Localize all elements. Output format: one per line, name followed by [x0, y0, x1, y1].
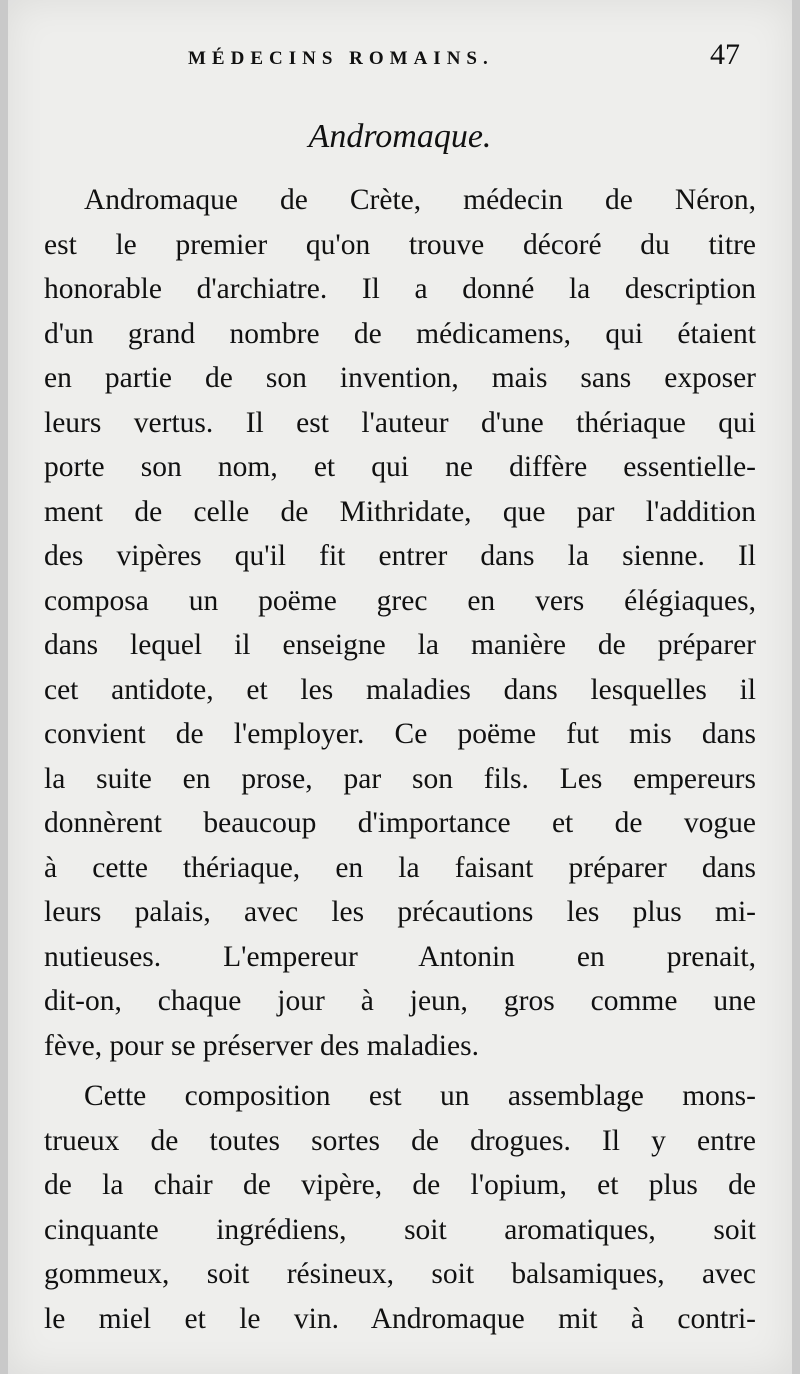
- text-line: honorable d'archiatre. Il a donné la description: [44, 273, 756, 305]
- text-line: Cette composition est un assemblage mons-: [84, 1080, 756, 1112]
- text-line: est le premier qu'on trouve décoré du titre: [44, 228, 756, 261]
- text-line: fève, pour se préserver des maladies.: [44, 1029, 479, 1062]
- text-line: de la chair de vipère, de l'opium, et plus de: [44, 1169, 756, 1201]
- page-number: 47: [710, 38, 740, 71]
- text-line: gommeux, soit résineux, soit balsamiques, avec: [44, 1258, 756, 1290]
- text-line: trueux de toutes sortes de drogues. Il y entre: [44, 1124, 756, 1157]
- text-line: dit-on, chaque jour à jeun, gros comme une: [44, 985, 756, 1017]
- text-line: à cette thériaque, en la faisant préparer dans: [44, 851, 756, 884]
- text-line: le miel et le vin. Andromaque mit à contri-: [44, 1302, 756, 1335]
- text-line: la suite en prose, par son fils. Les empereurs: [44, 762, 756, 795]
- text-line: composa un poëme grec en vers élégiaques,: [44, 584, 756, 617]
- text-line: leurs vertus. Il est l'auteur d'une thériaque qui: [44, 406, 756, 439]
- text-line: en partie de son invention, mais sans exposer: [44, 362, 756, 394]
- text-line: leurs palais, avec les précautions les plus mi-: [44, 896, 756, 928]
- body-text: [44, 178, 756, 1341]
- text-line: convient de l'employer. Ce poëme fut mis dans: [44, 718, 756, 750]
- text-line: des vipères qu'il fit entrer dans la sienne. Il: [44, 540, 756, 572]
- text-line: ment de celle de Mithridate, que par l'addition: [44, 495, 756, 528]
- running-head: MÉDECINS ROMAINS.: [188, 48, 494, 69]
- paragraph: [44, 1074, 756, 1341]
- paragraph: [44, 178, 756, 1068]
- section-title: Andromaque.: [308, 118, 492, 155]
- text-line: cet antidote, et les maladies dans lesquelles il: [44, 673, 756, 706]
- text-line: cinquante ingrédiens, soit aromatiques, soit: [44, 1213, 756, 1246]
- text-line: porte son nom, et qui ne diffère essentielle-: [44, 451, 756, 483]
- text-line: nutieuses. L'empereur Antonin en prenait,: [44, 940, 756, 973]
- text-line: d'un grand nombre de médicamens, qui étaient: [44, 317, 756, 350]
- text-line: Andromaque de Crète, médecin de Néron,: [84, 184, 756, 216]
- book-page: [8, 0, 792, 1374]
- text-line: dans lequel il enseigne la manière de préparer: [44, 629, 756, 661]
- text-line: donnèrent beaucoup d'importance et de vogue: [44, 807, 756, 839]
